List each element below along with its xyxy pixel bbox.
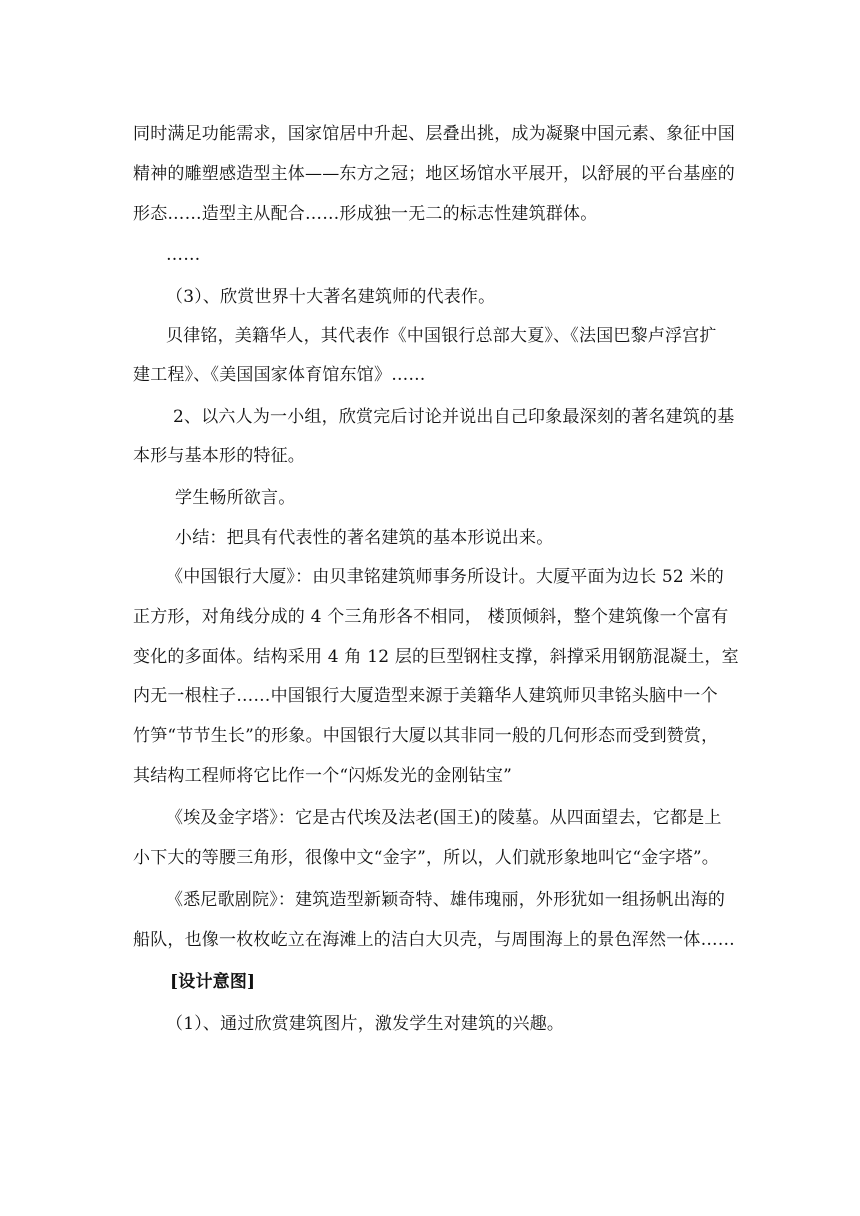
text-line: 精神的雕塑感造型主体——东方之冠；地区场馆水平展开，以舒展的平台基座的 <box>133 164 735 184</box>
text-line: （1）、通过欣赏建筑图片，激发学生对建筑的兴趣。 <box>166 1014 565 1034</box>
text-line: 《埃及金字塔》：它是古代埃及法老(国王)的陵墓。从四面望去，它都是上 <box>166 808 722 828</box>
text-line: 形态……造型主从配合……形成独一无二的标志性建筑群体。 <box>133 204 598 224</box>
text-line: 《中国银行大厦》：由贝聿铭建筑师事务所设计。大厦平面为边长 52 米的 <box>166 567 724 587</box>
text-line: 内无一根柱子……中国银行大厦造型来源于美籍华人建筑师贝聿铭头脑中一个 <box>133 686 718 706</box>
text-line: 小结：把具有代表性的著名建筑的基本形说出来。 <box>175 528 554 548</box>
text-line: 变化的多面体。结构采用 4 角 12 层的巨型钢柱支撑，斜撑采用钢筋混凝土，室 <box>133 647 739 667</box>
text-line: 建工程》、《美国国家体育馆东馆》…… <box>133 365 426 385</box>
text-line: 小下大的等腰三角形，很像中文“金字”，所以，人们就形象地叫它“金字塔”。 <box>133 848 719 868</box>
text-line: 《悉尼歌剧院》：建筑造型新颖奇特、雄伟瑰丽，外形犹如一组扬帆出海的 <box>166 890 726 910</box>
text-line: 2、以六人为一小组，欣赏完后讨论并说出自己印象最深刻的著名建筑的基 <box>173 407 735 427</box>
text-line: （3）、欣赏世界十大著名建筑师的代表作。 <box>166 287 496 307</box>
text-line: 同时满足功能需求，国家馆居中升起、层叠出挑，成为凝聚中国元素、象征中国 <box>133 124 735 144</box>
text-line: 船队，也像一枚枚屹立在海滩上的洁白大贝壳，与周围海上的景色浑然一体…… <box>133 930 735 950</box>
section-heading: [设计意图] <box>170 972 256 992</box>
text-line: 学生畅所欲言。 <box>175 488 296 508</box>
text-line: 其结构工程师将它比作一个“闪烁发光的金刚钻宝” <box>133 766 512 786</box>
text-line: 贝律铭，美籍华人，其代表作《中国银行总部大夏》、《法国巴黎卢浮宫扩 <box>166 326 717 346</box>
text-line: 正方形，对角线分成的 4 个三角形各不相同， 楼顶倾斜，整个建筑像一个富有 <box>133 607 729 627</box>
text-line: 本形与基本形的特征。 <box>133 446 305 466</box>
text-line: 竹笋“节节生长”的形象。中国银行大厦以其非同一般的几何形态而受到赞赏， <box>133 726 719 746</box>
text-line: …… <box>166 245 201 265</box>
